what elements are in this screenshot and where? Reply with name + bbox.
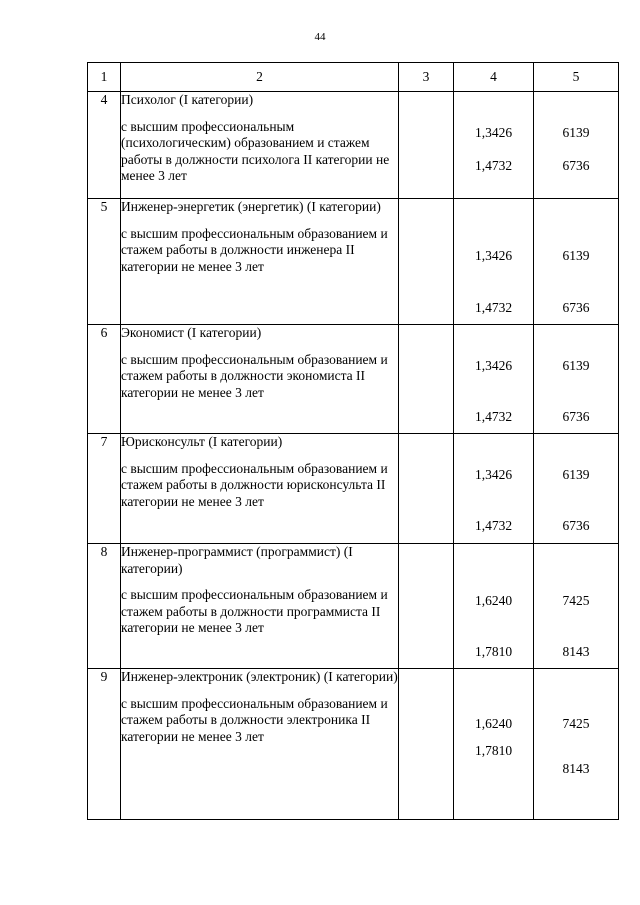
row-number: 8	[88, 544, 121, 669]
table-row	[88, 544, 619, 669]
salary-value: 6139	[562, 358, 590, 373]
salary-cell	[534, 92, 619, 199]
salary-value: 6139	[562, 467, 590, 482]
position-title: Инженер-программист (программист) (I категории)	[121, 544, 353, 576]
salary-value: 6139	[562, 125, 590, 140]
page-number: 44	[314, 31, 326, 43]
coefficient-value: 1,6240	[474, 716, 513, 731]
empty-cell	[399, 669, 454, 820]
empty-cell	[399, 325, 454, 434]
coefficient-value: 1,4732	[474, 300, 513, 315]
empty-cell	[399, 92, 454, 199]
coefficient-value: 1,3426	[474, 467, 513, 482]
salary-value: 6736	[562, 158, 590, 173]
salary-cell	[534, 544, 619, 669]
salary-value: 8143	[562, 761, 590, 776]
position-title: Юрисконсульт (I категории)	[121, 434, 283, 449]
table-row	[88, 325, 619, 434]
salary-table	[87, 62, 619, 820]
position-title: Инженер-энергетик (энергетик) (I категории)	[121, 199, 381, 214]
row-number: 4	[88, 92, 121, 199]
coefficient-value: 1,4732	[474, 409, 513, 424]
salary-value: 6736	[562, 409, 590, 424]
column-header: 5	[534, 63, 619, 92]
position-condition: с высшим профессиональным образованием и стажем работы в должности юрисконсульта II категории не менее 3 лет	[121, 460, 388, 509]
column-header: 1	[88, 63, 121, 92]
coefficient-value: 1,4732	[474, 158, 513, 173]
salary-cell	[534, 669, 619, 820]
empty-cell	[399, 434, 454, 544]
position-title: Экономист (I категории)	[121, 325, 262, 340]
empty-cell	[399, 199, 454, 325]
position-condition: с высшим профессиональным образованием и стажем работы в должности электроника II категории не менее 3 лет	[121, 695, 388, 744]
empty-cell	[399, 544, 454, 669]
column-header: 4	[454, 63, 534, 92]
coefficient-cell	[454, 92, 534, 199]
coefficient-value: 1,6240	[474, 593, 513, 608]
table-row	[88, 669, 619, 820]
salary-value: 6736	[562, 518, 590, 533]
coefficient-cell	[454, 669, 534, 820]
position-cell	[121, 325, 399, 434]
table-header-row	[88, 63, 619, 92]
position-cell	[121, 669, 399, 820]
salary-cell	[534, 434, 619, 544]
salary-value: 6139	[562, 248, 590, 263]
coefficient-cell	[454, 325, 534, 434]
column-header: 2	[121, 63, 399, 92]
salary-cell	[534, 199, 619, 325]
position-title: Психолог (I категории)	[121, 92, 254, 107]
position-condition: с высшим профессиональным образованием и стажем работы в должности экономиста II категории не менее 3 лет	[121, 351, 388, 400]
row-number: 6	[88, 325, 121, 434]
salary-value: 7425	[562, 716, 590, 731]
coefficient-cell	[454, 544, 534, 669]
coefficient-value: 1,3426	[474, 358, 513, 373]
coefficient-cell	[454, 199, 534, 325]
position-condition: с высшим профессиональным (психологическим) образованием и стажем работы в должности психолога II категории не менее 3 лет	[121, 118, 390, 183]
position-cell	[121, 544, 399, 669]
salary-cell	[534, 325, 619, 434]
position-condition: с высшим профессиональным образованием и стажем работы в должности инженера II категории не менее 3 лет	[121, 225, 388, 274]
position-title: Инженер-электроник (электроник) (I категории)	[121, 669, 398, 684]
coefficient-value: 1,7810	[474, 743, 513, 758]
coefficient-value: 1,7810	[474, 644, 513, 659]
position-cell	[121, 199, 399, 325]
table-row	[88, 434, 619, 544]
coefficient-value: 1,4732	[474, 518, 513, 533]
table-row	[88, 199, 619, 325]
position-cell	[121, 434, 399, 544]
row-number: 9	[88, 669, 121, 820]
table-row	[88, 92, 619, 199]
salary-value: 7425	[562, 593, 590, 608]
row-number: 7	[88, 434, 121, 544]
coefficient-cell	[454, 434, 534, 544]
coefficient-value: 1,3426	[474, 248, 513, 263]
salary-value: 6736	[562, 300, 590, 315]
salary-value: 8143	[562, 644, 590, 659]
position-condition: с высшим профессиональным образованием и стажем работы в должности программиста II категории не менее 3 лет	[121, 587, 388, 635]
position-cell	[121, 92, 399, 199]
coefficient-value: 1,3426	[474, 125, 513, 140]
row-number: 5	[88, 199, 121, 325]
column-header: 3	[399, 63, 454, 92]
